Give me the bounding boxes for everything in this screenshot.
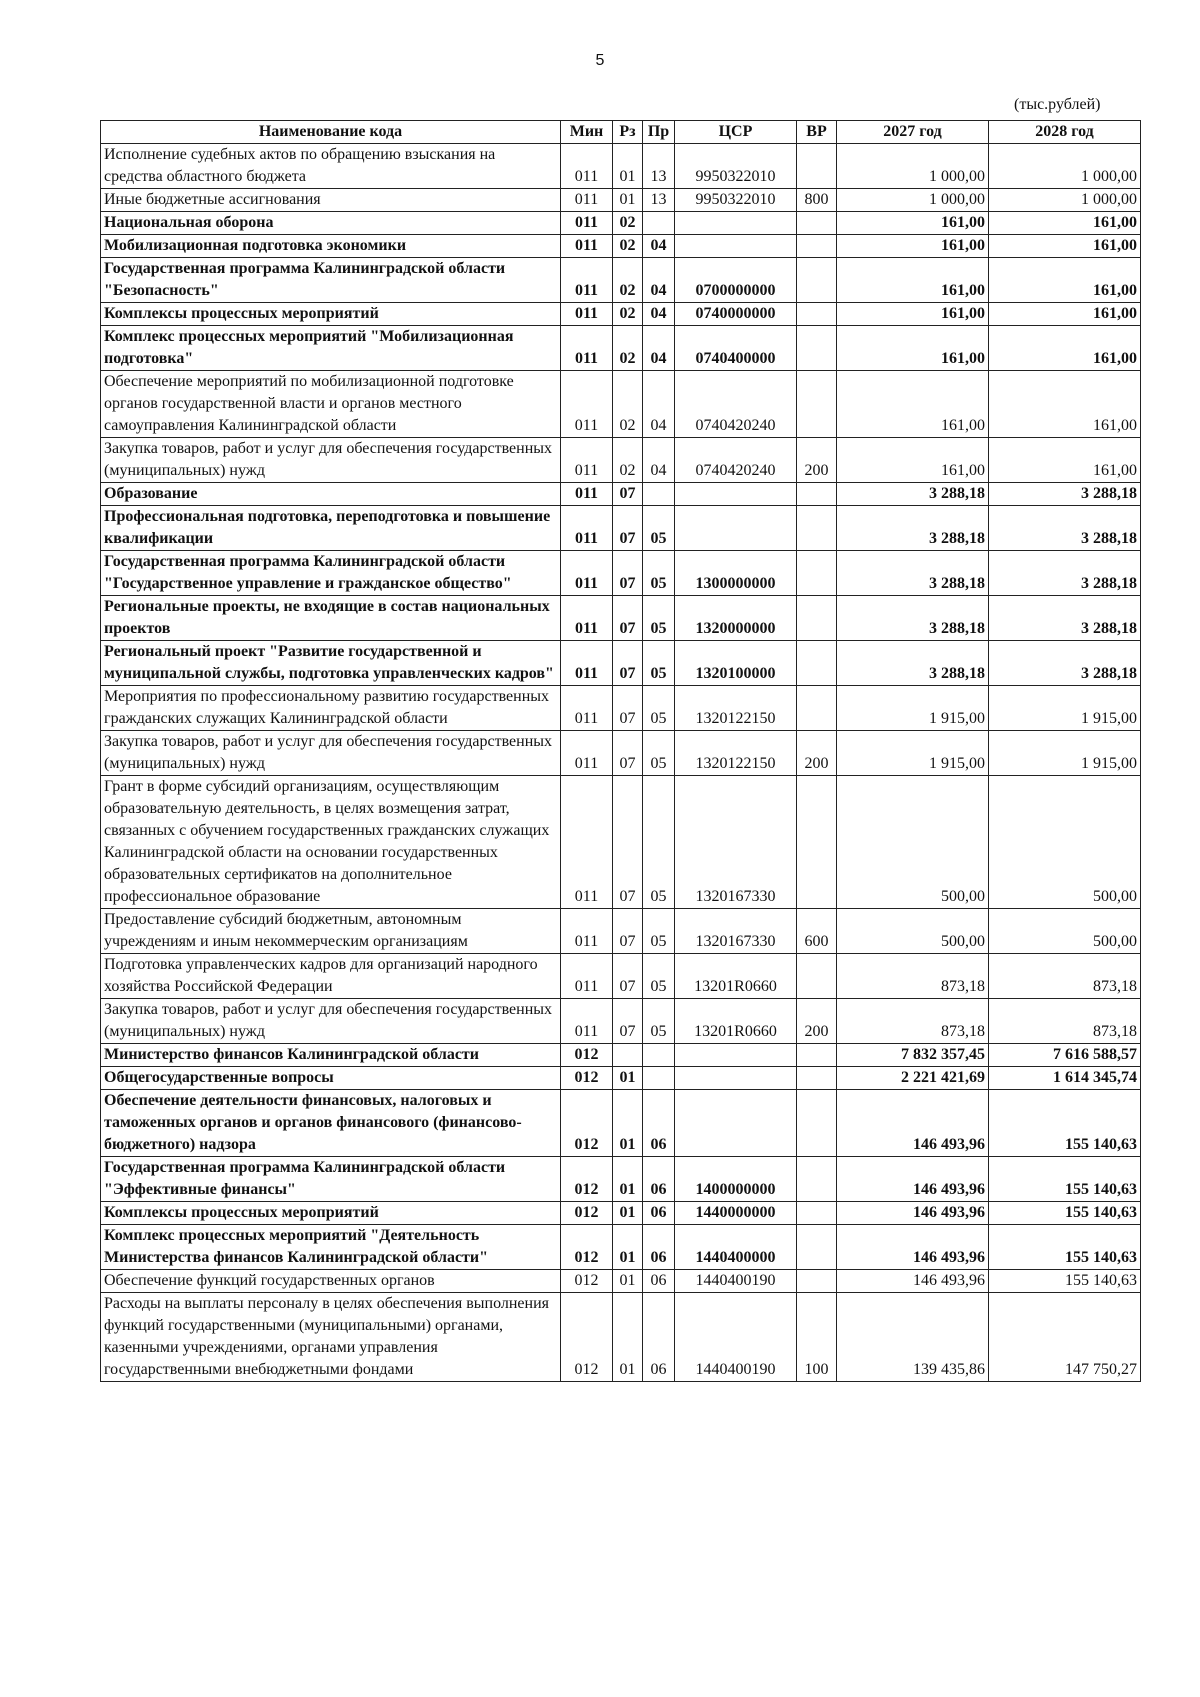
row-csr [675, 483, 797, 506]
row-rz: 07 [613, 776, 643, 909]
row-min: 012 [561, 1157, 613, 1202]
row-pr: 04 [643, 438, 675, 483]
row-csr: 1320122150 [675, 731, 797, 776]
row-name: Образование [101, 483, 561, 506]
row-pr: 05 [643, 909, 675, 954]
row-vr [797, 371, 837, 438]
row-vr [797, 326, 837, 371]
row-vr: 600 [797, 909, 837, 954]
row-rz: 01 [613, 1157, 643, 1202]
row-name: Обеспечение мероприятий по мобилизационной подготовке органов государственной власти и органов местного самоуправления Калининградской области [101, 371, 561, 438]
row-value-2028: 1 000,00 [989, 144, 1141, 189]
row-name: Комплекс процессных мероприятий "Деятельность Министерства финансов Калининградской области" [101, 1225, 561, 1270]
row-value-2027: 1 915,00 [837, 686, 989, 731]
row-csr: 1300000000 [675, 551, 797, 596]
row-pr: 13 [643, 189, 675, 212]
table-row [101, 731, 1141, 776]
row-csr [675, 1090, 797, 1157]
row-value-2027: 873,18 [837, 954, 989, 999]
row-name: Мероприятия по профессиональному развитию государственных гражданских служащих Калининградской области [101, 686, 561, 731]
row-name: Закупка товаров, работ и услуг для обеспечения государственных (муниципальных) нужд [101, 999, 561, 1044]
table-row [101, 144, 1141, 189]
row-value-2028: 1 000,00 [989, 189, 1141, 212]
row-value-2028: 500,00 [989, 776, 1141, 909]
row-min: 011 [561, 371, 613, 438]
row-value-2028: 155 140,63 [989, 1090, 1141, 1157]
table-row [101, 303, 1141, 326]
row-pr: 13 [643, 144, 675, 189]
row-csr [675, 235, 797, 258]
row-value-2028: 3 288,18 [989, 596, 1141, 641]
row-value-2027: 146 493,96 [837, 1090, 989, 1157]
row-csr: 9950322010 [675, 189, 797, 212]
row-name: Закупка товаров, работ и услуг для обеспечения государственных (муниципальных) нужд [101, 438, 561, 483]
row-name: Национальная оборона [101, 212, 561, 235]
table-header-row [101, 121, 1141, 144]
row-pr [643, 212, 675, 235]
row-rz: 07 [613, 999, 643, 1044]
row-value-2027: 139 435,86 [837, 1293, 989, 1382]
row-min: 012 [561, 1270, 613, 1293]
row-value-2028: 161,00 [989, 438, 1141, 483]
row-value-2028: 3 288,18 [989, 483, 1141, 506]
row-csr: 1320000000 [675, 596, 797, 641]
row-value-2028: 1 614 345,74 [989, 1067, 1141, 1090]
row-value-2027: 2 221 421,69 [837, 1067, 989, 1090]
header-2027: 2027 год [837, 121, 989, 144]
row-rz: 01 [613, 1067, 643, 1090]
row-csr: 1400000000 [675, 1157, 797, 1202]
row-value-2027: 873,18 [837, 999, 989, 1044]
row-rz [613, 1044, 643, 1067]
row-rz: 07 [613, 506, 643, 551]
row-value-2028: 155 140,63 [989, 1202, 1141, 1225]
row-name: Государственная программа Калининградской области "Эффективные финансы" [101, 1157, 561, 1202]
row-pr: 06 [643, 1090, 675, 1157]
row-pr: 04 [643, 371, 675, 438]
row-vr: 800 [797, 189, 837, 212]
row-vr [797, 303, 837, 326]
row-pr: 04 [643, 235, 675, 258]
row-name: Региональный проект "Развитие государственной и муниципальной службы, подготовка управленческих кадров" [101, 641, 561, 686]
row-rz: 07 [613, 909, 643, 954]
row-value-2027: 3 288,18 [837, 506, 989, 551]
row-pr: 04 [643, 326, 675, 371]
row-rz: 01 [613, 189, 643, 212]
row-name: Региональные проекты, не входящие в состав национальных проектов [101, 596, 561, 641]
row-rz: 02 [613, 235, 643, 258]
table-row [101, 1293, 1141, 1382]
row-rz: 07 [613, 641, 643, 686]
row-vr [797, 1270, 837, 1293]
row-rz: 02 [613, 258, 643, 303]
row-value-2027: 161,00 [837, 258, 989, 303]
table-row [101, 483, 1141, 506]
row-csr: 9950322010 [675, 144, 797, 189]
row-value-2027: 7 832 357,45 [837, 1044, 989, 1067]
row-min: 012 [561, 1225, 613, 1270]
row-csr: 13201R0660 [675, 999, 797, 1044]
row-pr: 05 [643, 596, 675, 641]
table-row [101, 1202, 1141, 1225]
header-vr: ВР [797, 121, 837, 144]
row-min: 011 [561, 303, 613, 326]
row-min: 011 [561, 641, 613, 686]
row-vr [797, 1225, 837, 1270]
row-min: 011 [561, 596, 613, 641]
row-rz: 01 [613, 1090, 643, 1157]
row-value-2028: 155 140,63 [989, 1157, 1141, 1202]
row-value-2027: 161,00 [837, 235, 989, 258]
row-value-2027: 500,00 [837, 909, 989, 954]
row-vr [797, 1157, 837, 1202]
row-csr [675, 506, 797, 551]
row-csr [675, 1067, 797, 1090]
table-row [101, 909, 1141, 954]
row-vr: 100 [797, 1293, 837, 1382]
row-vr [797, 212, 837, 235]
row-name: Грант в форме субсидий организациям, осуществляющим образовательную деятельность, в целях возмещения затрат, связанных с обучением государственных гражданских служащих Калининградской области на основании государственных образовательных сертификатов на дополнительное профессиональное образование [101, 776, 561, 909]
table-row [101, 954, 1141, 999]
table-row [101, 999, 1141, 1044]
row-name: Расходы на выплаты персоналу в целях обеспечения выполнения функций государственными (муниципальными) органами, казенными учреждениями, органами управления государственными внебюджетными фондами [101, 1293, 561, 1382]
table-row [101, 551, 1141, 596]
row-pr: 06 [643, 1157, 675, 1202]
row-vr [797, 686, 837, 731]
row-rz: 02 [613, 303, 643, 326]
row-min: 011 [561, 212, 613, 235]
row-name: Комплекс процессных мероприятий "Мобилизационная подготовка" [101, 326, 561, 371]
row-value-2028: 3 288,18 [989, 551, 1141, 596]
row-pr: 05 [643, 641, 675, 686]
row-csr: 1440400000 [675, 1225, 797, 1270]
row-csr: 1320122150 [675, 686, 797, 731]
row-pr [643, 1067, 675, 1090]
table-row [101, 1225, 1141, 1270]
table-row [101, 1090, 1141, 1157]
row-rz: 01 [613, 144, 643, 189]
row-min: 012 [561, 1067, 613, 1090]
row-csr: 13201R0660 [675, 954, 797, 999]
row-value-2028: 7 616 588,57 [989, 1044, 1141, 1067]
row-value-2028: 1 915,00 [989, 731, 1141, 776]
row-value-2027: 161,00 [837, 438, 989, 483]
row-pr [643, 483, 675, 506]
row-pr: 05 [643, 506, 675, 551]
row-rz: 07 [613, 731, 643, 776]
row-pr: 04 [643, 303, 675, 326]
row-value-2028: 161,00 [989, 326, 1141, 371]
row-pr: 05 [643, 551, 675, 596]
row-value-2027: 146 493,96 [837, 1270, 989, 1293]
row-name: Иные бюджетные ассигнования [101, 189, 561, 212]
header-rz: Рз [613, 121, 643, 144]
row-value-2028: 161,00 [989, 212, 1141, 235]
row-name: Предоставление субсидий бюджетным, автономным учреждениям и иным некоммерческим организациям [101, 909, 561, 954]
row-min: 011 [561, 776, 613, 909]
row-value-2027: 3 288,18 [837, 641, 989, 686]
row-value-2028: 161,00 [989, 303, 1141, 326]
row-csr: 0700000000 [675, 258, 797, 303]
row-value-2028: 161,00 [989, 235, 1141, 258]
table-row [101, 235, 1141, 258]
table-row [101, 1157, 1141, 1202]
row-min: 012 [561, 1044, 613, 1067]
row-min: 011 [561, 235, 613, 258]
row-name: Закупка товаров, работ и услуг для обеспечения государственных (муниципальных) нужд [101, 731, 561, 776]
row-pr: 06 [643, 1202, 675, 1225]
row-pr: 05 [643, 954, 675, 999]
row-csr [675, 1044, 797, 1067]
row-csr: 1320100000 [675, 641, 797, 686]
row-name: Министерство финансов Калининградской области [101, 1044, 561, 1067]
row-pr: 06 [643, 1225, 675, 1270]
row-min: 011 [561, 189, 613, 212]
row-min: 011 [561, 483, 613, 506]
row-min: 011 [561, 506, 613, 551]
row-name: Исполнение судебных актов по обращению взыскания на средства областного бюджета [101, 144, 561, 189]
row-min: 012 [561, 1202, 613, 1225]
row-csr: 1440400190 [675, 1270, 797, 1293]
row-vr [797, 1067, 837, 1090]
row-rz: 02 [613, 212, 643, 235]
row-vr [797, 235, 837, 258]
row-min: 011 [561, 954, 613, 999]
row-rz: 07 [613, 686, 643, 731]
row-vr [797, 506, 837, 551]
row-min: 011 [561, 909, 613, 954]
row-value-2027: 3 288,18 [837, 596, 989, 641]
table-row [101, 189, 1141, 212]
header-min: Мин [561, 121, 613, 144]
row-value-2027: 1 915,00 [837, 731, 989, 776]
header-name: Наименование кода [101, 121, 561, 144]
row-csr: 1320167330 [675, 909, 797, 954]
row-min: 011 [561, 144, 613, 189]
row-value-2027: 3 288,18 [837, 551, 989, 596]
row-value-2027: 161,00 [837, 212, 989, 235]
row-min: 011 [561, 551, 613, 596]
row-value-2027: 500,00 [837, 776, 989, 909]
row-csr: 0740420240 [675, 371, 797, 438]
row-value-2027: 161,00 [837, 303, 989, 326]
table-row [101, 641, 1141, 686]
row-value-2028: 147 750,27 [989, 1293, 1141, 1382]
row-name: Обеспечение функций государственных органов [101, 1270, 561, 1293]
table-row [101, 371, 1141, 438]
row-value-2027: 1 000,00 [837, 189, 989, 212]
row-rz: 01 [613, 1202, 643, 1225]
row-value-2028: 3 288,18 [989, 641, 1141, 686]
row-vr [797, 1044, 837, 1067]
row-pr: 05 [643, 686, 675, 731]
row-rz: 07 [613, 954, 643, 999]
header-2028: 2028 год [989, 121, 1141, 144]
row-name: Профессиональная подготовка, переподготовка и повышение квалификации [101, 506, 561, 551]
row-rz: 07 [613, 483, 643, 506]
row-name: Комплексы процессных мероприятий [101, 303, 561, 326]
row-csr: 1440000000 [675, 1202, 797, 1225]
row-pr [643, 1044, 675, 1067]
row-value-2028: 1 915,00 [989, 686, 1141, 731]
row-value-2028: 161,00 [989, 371, 1141, 438]
row-min: 011 [561, 731, 613, 776]
row-min: 012 [561, 1293, 613, 1382]
row-name: Комплексы процессных мероприятий [101, 1202, 561, 1225]
table-row [101, 506, 1141, 551]
row-csr: 0740400000 [675, 326, 797, 371]
row-min: 012 [561, 1090, 613, 1157]
row-vr: 200 [797, 999, 837, 1044]
row-rz: 02 [613, 438, 643, 483]
row-csr [675, 212, 797, 235]
row-value-2028: 873,18 [989, 999, 1141, 1044]
row-vr [797, 258, 837, 303]
row-value-2027: 146 493,96 [837, 1225, 989, 1270]
table-row [101, 776, 1141, 909]
units-label: (тыс.рублей) [1014, 96, 1101, 113]
row-min: 011 [561, 326, 613, 371]
row-pr: 06 [643, 1270, 675, 1293]
header-pr: Пр [643, 121, 675, 144]
row-value-2028: 155 140,63 [989, 1270, 1141, 1293]
row-value-2028: 873,18 [989, 954, 1141, 999]
row-rz: 02 [613, 371, 643, 438]
row-vr: 200 [797, 438, 837, 483]
row-vr [797, 144, 837, 189]
row-vr [797, 483, 837, 506]
table-row [101, 596, 1141, 641]
row-pr: 06 [643, 1293, 675, 1382]
row-min: 011 [561, 686, 613, 731]
budget-table [100, 120, 1141, 1382]
table-row [101, 1270, 1141, 1293]
row-name: Государственная программа Калининградской области "Государственное управление и гражданское общество" [101, 551, 561, 596]
row-value-2027: 161,00 [837, 371, 989, 438]
table-body [101, 144, 1141, 1382]
row-value-2027: 146 493,96 [837, 1157, 989, 1202]
row-rz: 07 [613, 551, 643, 596]
table-row [101, 1067, 1141, 1090]
row-vr: 200 [797, 731, 837, 776]
row-vr [797, 1202, 837, 1225]
table-row [101, 1044, 1141, 1067]
row-name: Общегосударственные вопросы [101, 1067, 561, 1090]
row-min: 011 [561, 438, 613, 483]
row-value-2028: 155 140,63 [989, 1225, 1141, 1270]
row-pr: 05 [643, 776, 675, 909]
row-value-2027: 1 000,00 [837, 144, 989, 189]
table-row [101, 212, 1141, 235]
table-row [101, 326, 1141, 371]
row-min: 011 [561, 258, 613, 303]
row-csr: 0740420240 [675, 438, 797, 483]
row-name: Подготовка управленческих кадров для организаций народного хозяйства Российской Федерации [101, 954, 561, 999]
row-value-2028: 161,00 [989, 258, 1141, 303]
row-value-2028: 500,00 [989, 909, 1141, 954]
row-vr [797, 776, 837, 909]
table-row [101, 258, 1141, 303]
row-name: Мобилизационная подготовка экономики [101, 235, 561, 258]
row-vr [797, 1090, 837, 1157]
row-vr [797, 954, 837, 999]
row-rz: 02 [613, 326, 643, 371]
page-number: 5 [595, 52, 605, 69]
header-csr: ЦСР [675, 121, 797, 144]
row-value-2027: 161,00 [837, 326, 989, 371]
row-rz: 01 [613, 1293, 643, 1382]
row-pr: 05 [643, 999, 675, 1044]
row-pr: 05 [643, 731, 675, 776]
row-pr: 04 [643, 258, 675, 303]
table-row [101, 686, 1141, 731]
row-csr: 1320167330 [675, 776, 797, 909]
row-rz: 01 [613, 1270, 643, 1293]
row-name: Государственная программа Калининградской области "Безопасность" [101, 258, 561, 303]
row-csr: 1440400190 [675, 1293, 797, 1382]
row-vr [797, 596, 837, 641]
row-min: 011 [561, 999, 613, 1044]
row-vr [797, 551, 837, 596]
row-value-2027: 3 288,18 [837, 483, 989, 506]
row-rz: 01 [613, 1225, 643, 1270]
table-row [101, 438, 1141, 483]
row-name: Обеспечение деятельности финансовых, налоговых и таможенных органов и органов финансового (финансово-бюджетного) надзора [101, 1090, 561, 1157]
row-rz: 07 [613, 596, 643, 641]
row-value-2027: 146 493,96 [837, 1202, 989, 1225]
row-csr: 0740000000 [675, 303, 797, 326]
row-value-2028: 3 288,18 [989, 506, 1141, 551]
row-vr [797, 641, 837, 686]
